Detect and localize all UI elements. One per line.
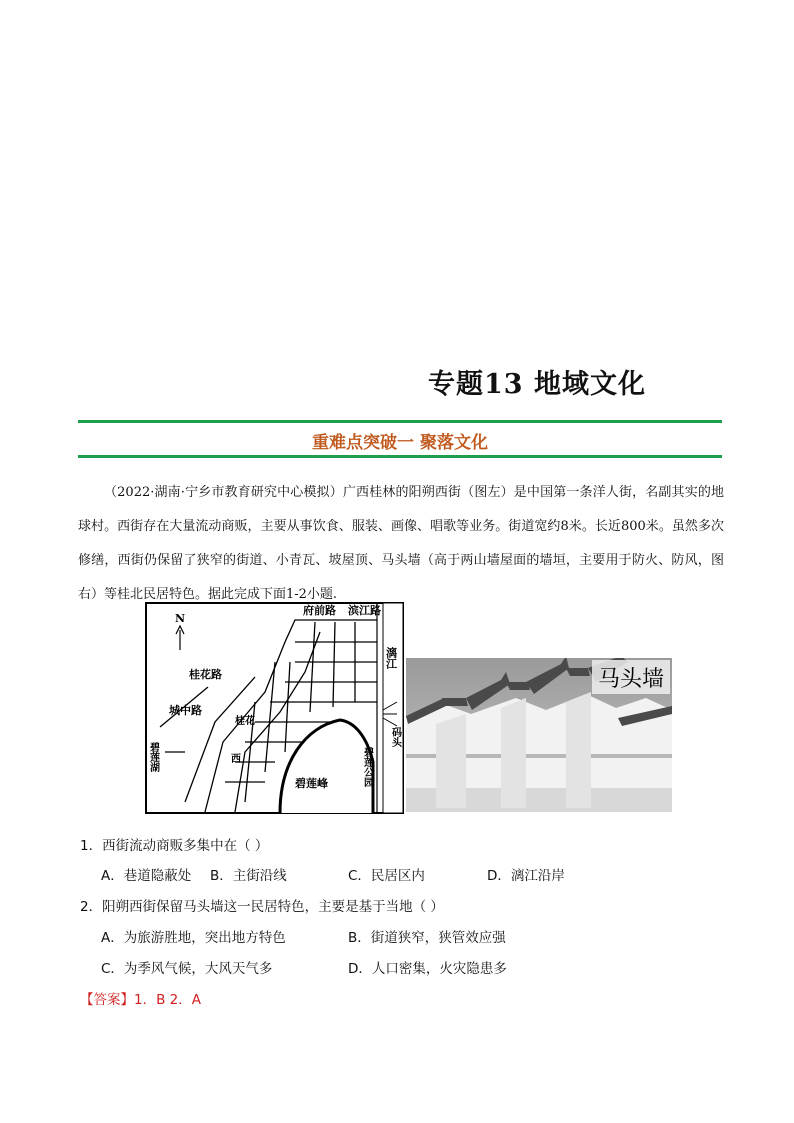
road-label: 府前路	[303, 604, 336, 617]
question-2-option-d: D．人口密集，火灾隐患多	[348, 961, 507, 977]
north-label: N	[175, 612, 186, 625]
question-1-option-d: D．漓江沿岸	[487, 868, 565, 884]
street-label: 桂花	[235, 716, 255, 727]
figure	[145, 602, 673, 814]
question-2-option-b: B．街道狭窄，狭管效应强	[348, 930, 506, 946]
answer-line	[80, 988, 201, 1008]
lake-label: 碧莲湖	[147, 742, 159, 772]
section-heading: 重难点突破一 聚落文化	[312, 433, 488, 453]
photo-label: 马头墙	[598, 667, 665, 692]
map-figure	[145, 602, 404, 814]
road-label: 桂花路	[189, 668, 222, 681]
road-label: 城中路	[169, 704, 202, 717]
question-2-stem: 2．阳朔西街保留马头墙这一民居特色，主要是基于当地（ ）	[80, 899, 444, 915]
pier-label: 码头	[389, 727, 401, 747]
page-title: 专题13 地域文化	[428, 369, 646, 400]
answer-label: 【答案】	[80, 992, 134, 1008]
peak-label: 碧莲峰	[295, 777, 328, 790]
question-1-option-c: C．民居区内	[348, 868, 425, 884]
question-2-option-a: A．为旅游胜地，突出地方特色	[101, 930, 286, 946]
bottom-rule	[78, 455, 722, 458]
question-1-stem: 1．西街流动商贩多集中在（ ）	[80, 838, 269, 854]
river-label: 漓江	[384, 647, 398, 669]
question-2-option-c: C．为季风气候，大风天气多	[101, 961, 273, 977]
road-label: 滨江路	[348, 604, 381, 617]
park-label: 碧莲公园	[361, 747, 373, 787]
street-label: 西	[231, 754, 241, 765]
question-1-option-a: A．巷道隐蔽处	[101, 868, 192, 884]
answer-value: 1．B 2．A	[134, 992, 201, 1008]
horse-head-wall-photo	[406, 658, 672, 812]
passage-text: （2022·湖南·宁乡市教育研究中心模拟）广西桂林的阳朔西街（图左）是中国第一条洋人街，名副其实的地球村。西街存在大量流动商贩，主要从事饮食、服装、画像、唱歌等业务。街道宽约8米。长近800米。虽然多次修缮，西街仍保留了狭窄的街道、小青瓦、坡屋顶、马头墙（高于两山墙屋面的墙垣，主要用于防火、防风，图右）等桂北民居特色。据此完成下面1-2小题.	[78, 485, 724, 602]
question-1-option-b: B．主街沿线	[210, 868, 287, 884]
top-rule	[78, 420, 722, 423]
